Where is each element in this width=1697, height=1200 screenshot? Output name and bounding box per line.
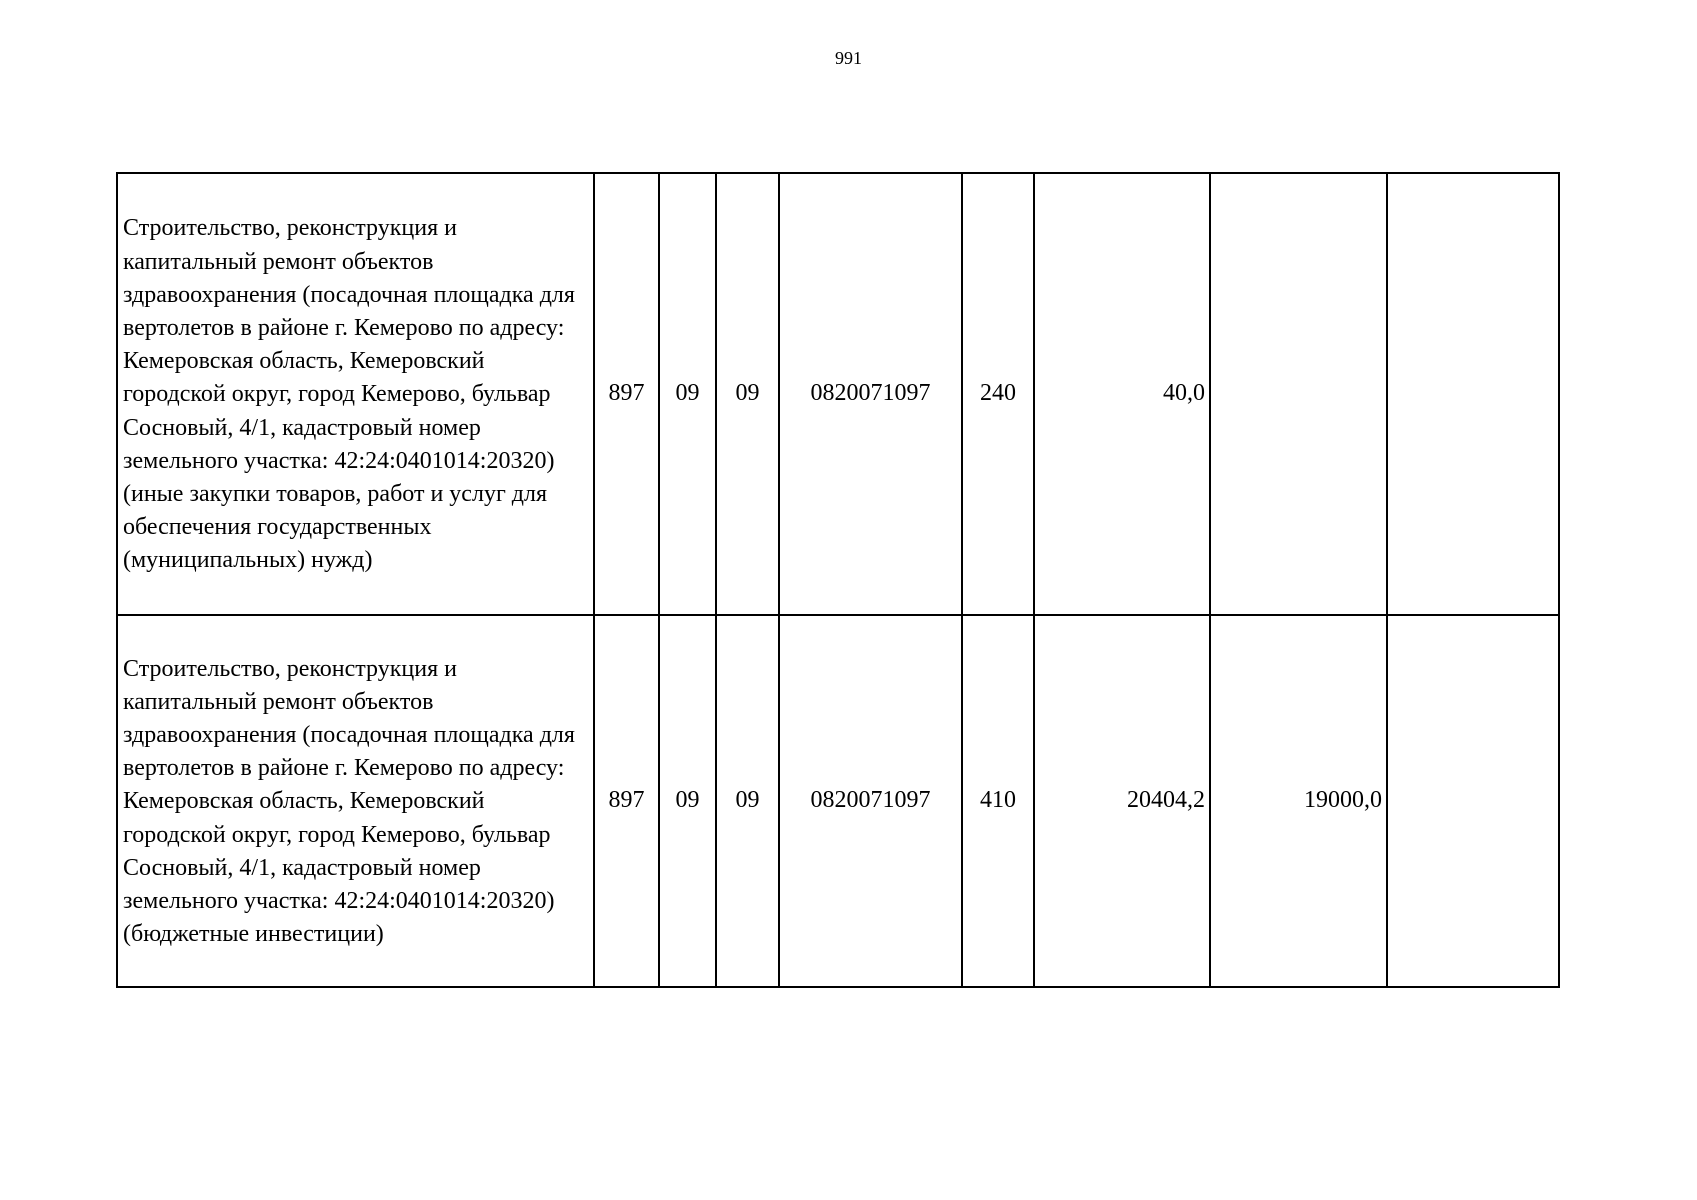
subsection-code: 09 — [716, 173, 779, 615]
expense-type-code: 240 — [962, 173, 1034, 615]
row-description: Строительство, реконструкция и капитальный ремонт объектов здравоохранения (посадочная площадка для вертолетов в районе г. Кемерово по адресу: Кемеровская область, Кемеровский городской округ, город Кемерово, бульвар Сосновый, 4/1, кадастровый номер земельного участка: 42:24:0401014:20320) (бюджетные инвестиции) — [117, 615, 594, 987]
amount-3 — [1387, 615, 1559, 987]
subsection-code: 09 — [716, 615, 779, 987]
amount-2: 19000,0 — [1210, 615, 1387, 987]
page-number: 991 — [835, 48, 862, 68]
amount-1: 40,0 — [1034, 173, 1210, 615]
section-code: 09 — [659, 615, 716, 987]
expense-type-code: 410 — [962, 615, 1034, 987]
amount-3 — [1387, 173, 1559, 615]
target-article-code: 0820071097 — [779, 173, 962, 615]
section-code: 09 — [659, 173, 716, 615]
budget-table — [116, 172, 1560, 988]
amount-1: 20404,2 — [1034, 615, 1210, 987]
amount-2 — [1210, 173, 1387, 615]
target-article-code: 0820071097 — [779, 615, 962, 987]
table-row — [117, 615, 1559, 987]
ministry-code: 897 — [594, 173, 659, 615]
row-description: Строительство, реконструкция и капитальный ремонт объектов здравоохранения (посадочная площадка для вертолетов в районе г. Кемерово по адресу: Кемеровская область, Кемеровский городской округ, город Кемерово, бульвар Сосновый, 4/1, кадастровый номер земельного участка: 42:24:0401014:20320) (иные закупки товаров, работ и услуг для обеспечения государственных (муниципальных) нужд) — [117, 173, 594, 615]
table-row — [117, 173, 1559, 615]
ministry-code: 897 — [594, 615, 659, 987]
